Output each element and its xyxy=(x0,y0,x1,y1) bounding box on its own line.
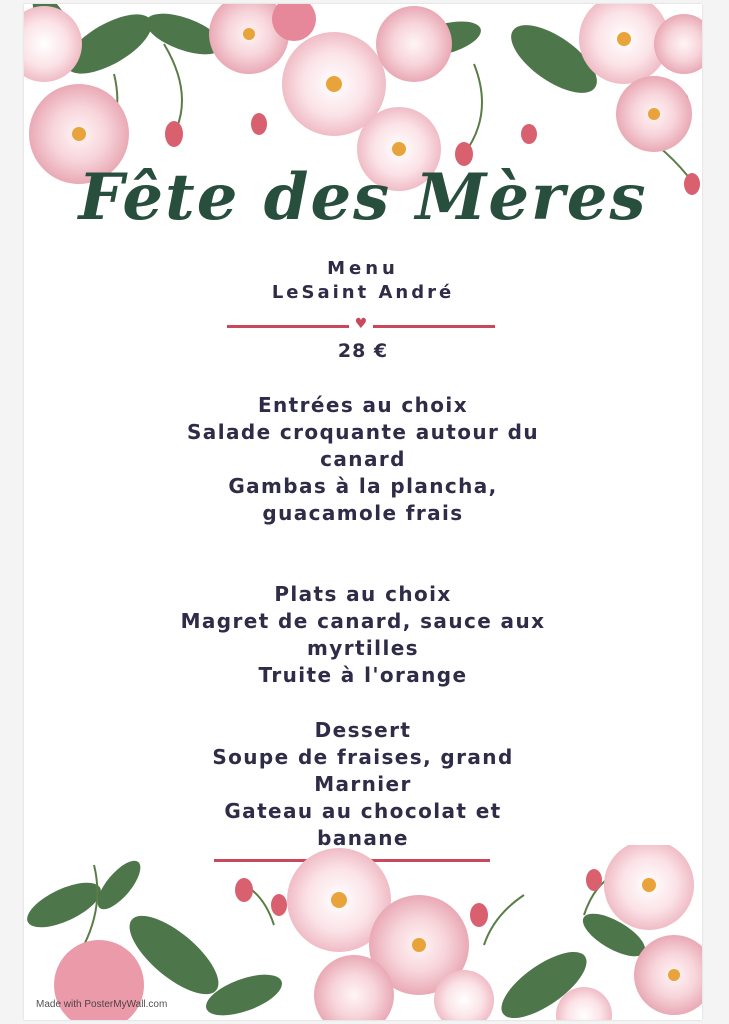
divider-line-right xyxy=(373,325,495,328)
divider-line-left xyxy=(227,325,349,328)
section-heading: Dessert xyxy=(314,718,412,742)
dish-line: Soupe de fraises, grand xyxy=(212,745,514,769)
dish-line: Magret de canard, sauce aux xyxy=(180,609,546,633)
dish-line: Gateau au chocolat et xyxy=(224,799,502,823)
dish-line: Gambas à la plancha, xyxy=(228,474,498,498)
dish-line: guacamole frais xyxy=(262,501,464,525)
floral-border-bottom xyxy=(24,845,702,1020)
dish-line: myrtilles xyxy=(307,636,419,660)
menu-poster xyxy=(24,4,702,1020)
section-heading: Plats au choix xyxy=(274,582,452,606)
menu-label: Menu xyxy=(327,258,399,279)
dish-line: canard xyxy=(320,447,406,471)
divider-top xyxy=(227,316,495,333)
rose-garland-bottom-illustration xyxy=(24,845,702,1020)
dish-line: Truite à l'orange xyxy=(258,663,468,687)
section-heading: Entrées au choix xyxy=(257,393,468,417)
section-plats xyxy=(24,581,702,689)
section-entrees xyxy=(24,392,702,527)
heart-icon: ♥ xyxy=(354,316,368,332)
page-title: Fête des Mères xyxy=(78,160,648,235)
restaurant-name: LeSaint André xyxy=(271,282,455,303)
watermark: Made with PosterMyWall.com xyxy=(36,999,168,1010)
dish-line: Salade croquante autour du xyxy=(187,420,539,444)
section-dessert xyxy=(24,717,702,852)
dish-line: Marnier xyxy=(314,772,412,796)
menu-price: 28 € xyxy=(337,340,389,362)
dish-line: banane xyxy=(317,826,409,850)
